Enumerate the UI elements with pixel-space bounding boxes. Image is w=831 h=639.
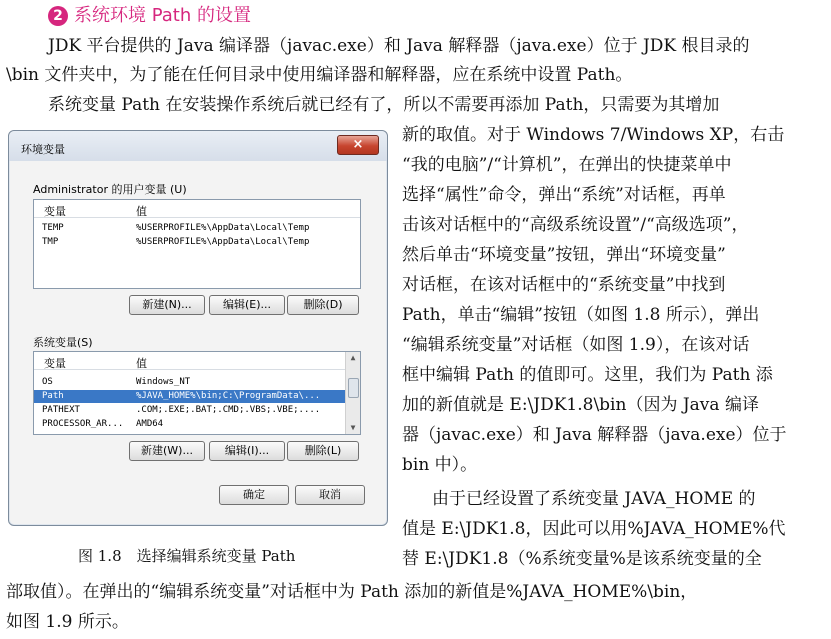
system-col-value[interactable]: 值 xyxy=(136,357,147,370)
system-var-name: Path xyxy=(42,391,64,401)
body-line-11: “编辑系统变量”对话框（如图 1.9），在该对话 xyxy=(402,335,750,355)
figure-caption: 图 1.8 选择编辑系统变量 Path xyxy=(78,547,296,565)
user-edit-button[interactable]: 编辑(E)... xyxy=(209,295,285,315)
user-var-value: %USERPROFILE%\AppData\Local\Temp xyxy=(136,237,310,247)
user-col-variable[interactable]: 变量 xyxy=(44,205,66,218)
scroll-down-icon[interactable]: ▼ xyxy=(350,423,356,432)
scroll-thumb[interactable] xyxy=(348,378,359,398)
system-col-variable[interactable]: 变量 xyxy=(44,357,66,370)
body-line-3: 系统变量 Path 在安装操作系统后就已经有了，所以不需要再添加 Path，只需要为其增加 xyxy=(48,95,720,115)
env-variables-dialog xyxy=(8,130,388,526)
body-line-7: 击该对话框中的“高级系统设置”/“高级选项”， xyxy=(402,215,749,235)
body-line-8: 然后单击“环境变量”按钮，弹出“环境变量” xyxy=(402,245,726,265)
dialog-titlebar[interactable] xyxy=(9,131,387,161)
close-icon: × xyxy=(352,137,364,152)
user-vars-list[interactable] xyxy=(33,199,361,289)
body-line-5: “我的电脑”/“计算机”，在弹出的快捷菜单中 xyxy=(402,155,732,175)
system-vars-label: 系统变量(S) xyxy=(33,336,93,349)
body-line-19: 部取值）。在弹出的“编辑系统变量”对话框中为 Path 添加的新值是%JAVA_HOME%\bin， xyxy=(6,582,698,602)
user-var-row[interactable] xyxy=(34,236,360,249)
section-number-badge: 2 xyxy=(48,6,68,26)
system-var-value: Windows_NT xyxy=(136,377,191,387)
body-line-15: bin 中）。 xyxy=(402,455,478,475)
scroll-up-icon[interactable]: ▲ xyxy=(350,353,356,362)
body-line-6: 选择“属性”命令，弹出“系统”对话框，再单 xyxy=(402,185,726,205)
body-line-4: 新的取值。对于 Windows 7/Windows XP，右击 xyxy=(402,125,785,145)
section-heading-text: 系统环境 Path 的设置 xyxy=(74,5,251,26)
body-line-20: 如图 1.9 所示。 xyxy=(6,612,129,632)
user-vars-label: Administrator 的用户变量 (U) xyxy=(33,183,187,196)
body-line-14: 器（javac.exe）和 Java 解释器（java.exe）位于 xyxy=(402,425,787,445)
system-vars-header xyxy=(34,352,346,370)
user-var-name: TEMP xyxy=(42,223,64,233)
user-vars-header xyxy=(34,200,360,218)
system-var-row[interactable] xyxy=(34,418,345,431)
ok-button[interactable]: 确定 xyxy=(219,485,289,505)
system-var-value: AMD64 xyxy=(136,419,164,429)
body-line-18: 替 E:\JDK1.8（%系统变量%是该系统变量的全 xyxy=(402,549,762,569)
body-line-17: 值是 E:\JDK1.8，因此可以用%JAVA_HOME%代 xyxy=(402,519,786,539)
dialog-title: 环境变量 xyxy=(21,143,65,156)
system-var-row-selected[interactable] xyxy=(34,390,345,403)
cancel-button[interactable]: 取消 xyxy=(295,485,365,505)
system-new-button[interactable]: 新建(W)... xyxy=(129,441,205,461)
system-var-row[interactable] xyxy=(34,404,345,417)
system-var-row[interactable] xyxy=(34,376,345,389)
body-line-16: 由于已经设置了系统变量 JAVA_HOME 的 xyxy=(432,489,756,509)
system-var-name: OS xyxy=(42,377,53,387)
system-var-name: PROCESSOR_AR... xyxy=(42,419,124,429)
body-line-10: Path，单击“编辑”按钮（如图 1.8 所示），弹出 xyxy=(402,305,760,325)
system-edit-button[interactable]: 编辑(I)... xyxy=(209,441,285,461)
close-button[interactable] xyxy=(337,135,379,155)
body-line-9: 对话框，在该对话框中的“系统变量”中找到 xyxy=(402,275,726,295)
section-heading xyxy=(48,5,251,27)
system-var-name: PATHEXT xyxy=(42,405,80,415)
system-vars-list[interactable] xyxy=(33,351,361,435)
user-var-value: %USERPROFILE%\AppData\Local\Temp xyxy=(136,223,310,233)
user-new-button[interactable]: 新建(N)... xyxy=(129,295,205,315)
body-line-13: 加的新值就是 E:\JDK1.8\bin（因为 Java 编译 xyxy=(402,395,759,415)
system-var-value: %JAVA_HOME%\bin;C:\ProgramData\... xyxy=(136,391,321,401)
user-delete-button[interactable]: 删除(D) xyxy=(287,295,359,315)
system-delete-button[interactable]: 删除(L) xyxy=(287,441,359,461)
user-col-value[interactable]: 值 xyxy=(136,205,147,218)
body-line-1: JDK 平台提供的 Java 编译器（javac.exe）和 Java 解释器（java.exe）位于 JDK 根目录的 xyxy=(48,36,750,56)
body-line-2: \bin 文件夹中，为了能在任何目录中使用编译器和解释器，应在系统中设置 Path。 xyxy=(6,65,633,85)
body-line-12: 框中编辑 Path 的值即可。这里，我们为 Path 添 xyxy=(402,365,773,385)
system-vars-scrollbar[interactable] xyxy=(345,352,360,434)
user-var-name: TMP xyxy=(42,237,59,247)
user-var-row[interactable] xyxy=(34,222,360,235)
system-var-value: .COM;.EXE;.BAT;.CMD;.VBS;.VBE;.... xyxy=(136,405,321,415)
